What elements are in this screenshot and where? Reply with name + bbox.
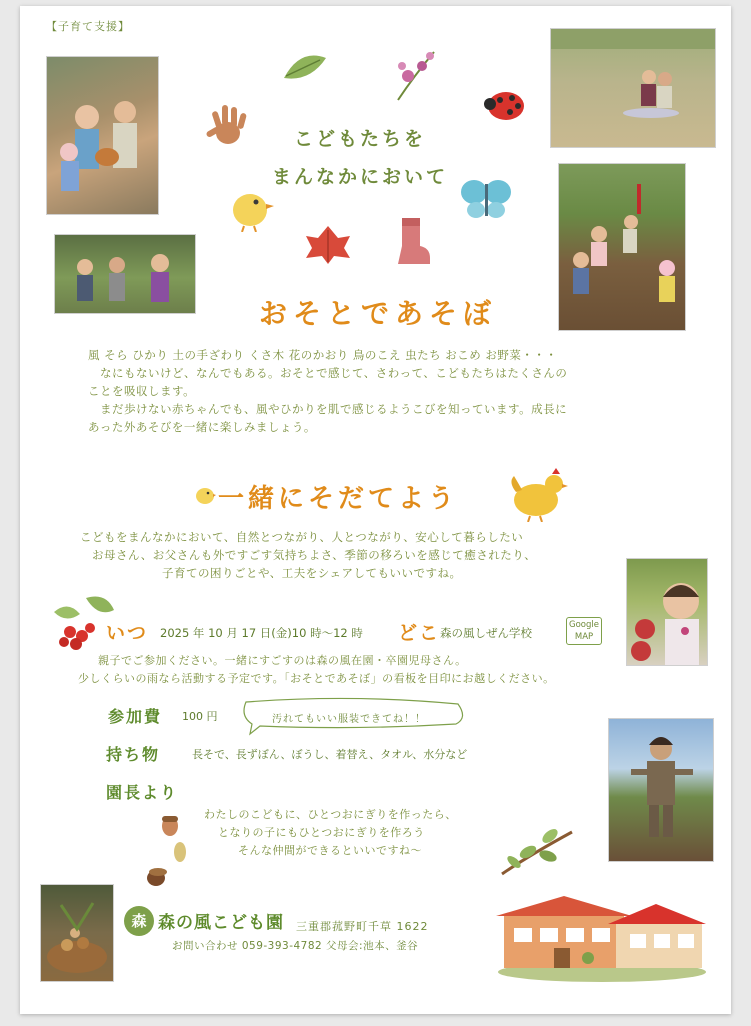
section1-line-4: まだ歩けない赤ちゃんでも、風やひかりを肌で感じるようこびを知っています。成長に bbox=[100, 402, 568, 416]
ladybug-illustration bbox=[482, 84, 528, 124]
section1-line-5: あった外あそびを一緒に楽しみましょう。 bbox=[88, 420, 316, 434]
logo-mark-text: 森 bbox=[131, 912, 147, 930]
school-building-illustration bbox=[496, 884, 708, 984]
section2-paragraph bbox=[80, 528, 640, 582]
where-label: どこ bbox=[398, 622, 441, 644]
section2-line-2: お母さん、お父さんも外ですごす気持ちよさ、季節の移ろいを感じて癒されたり、 bbox=[92, 548, 537, 562]
event-note-1: 親子でご参加ください。一緒にすごすのは森の風在園・卒園児母さん。 bbox=[98, 654, 467, 667]
handprint-illustration bbox=[202, 101, 250, 149]
google-map-label: Google MAP bbox=[569, 620, 599, 642]
fee-label: 参加費 bbox=[108, 707, 163, 726]
photo-nature-craft bbox=[40, 884, 114, 982]
org-name: 森の風こども園 bbox=[158, 913, 284, 933]
branch-illustration bbox=[498, 826, 576, 878]
org-address: 三重郡菰野町千草 1622 bbox=[296, 920, 429, 933]
director-label: 園長より bbox=[106, 783, 179, 802]
director-line-2: となりの子にもひとつおにぎりを作ろう bbox=[218, 826, 425, 839]
photo-children-on-hill bbox=[550, 28, 716, 148]
speech-bubble-text: 汚れてもいい服装できてね！！ bbox=[272, 714, 426, 725]
flyer-sheet bbox=[20, 6, 731, 1014]
items-value: 長そで、長ずぼん、ぼうし、着替え、タオル、水分など bbox=[192, 748, 468, 761]
section-title-raise-together: 一緒にそだてよう bbox=[218, 484, 459, 514]
section-title-play-outside: おそとであそぼ bbox=[258, 297, 497, 330]
photo-children-in-field bbox=[54, 234, 196, 314]
where-value: 森の風しぜん学校 bbox=[440, 626, 532, 640]
boot-illustration bbox=[394, 216, 432, 268]
headline-line-2: まんなかにおいて bbox=[271, 166, 448, 188]
hen-illustration bbox=[508, 466, 570, 522]
category-tag: 【子育て支援】 bbox=[46, 20, 130, 33]
photo-children-digging bbox=[558, 163, 686, 331]
when-label: いつ bbox=[106, 622, 149, 644]
event-note-2: 少しくらいの雨なら活動する予定です。「おそとであそぼ」の看板を目印にお越しください。 bbox=[78, 672, 555, 685]
section1-line-3: ことを吸収します。 bbox=[88, 384, 196, 398]
photo-children-with-chickens bbox=[46, 56, 159, 215]
section1-paragraph bbox=[88, 346, 688, 436]
section1-line-2: なにもないけど、なんでもある。おそとで感じて、さわって、こどもたちはたくさんの bbox=[100, 366, 568, 380]
autumn-leaf-illustration bbox=[304, 222, 352, 266]
when-value: 2025 年 10 月 17 日(金)10 時〜12 時 bbox=[160, 626, 363, 640]
items-label: 持ち物 bbox=[106, 745, 161, 764]
google-map-badge[interactable] bbox=[566, 617, 602, 645]
section2-line-1: こどもをまんなかにおいて、自然とつながり、人とつながり、安心して暮らしたい bbox=[80, 530, 524, 544]
org-logo-mark bbox=[124, 906, 154, 936]
section2-line-3: 子育ての困りごとや、工夫をシェアしてもいいですね。 bbox=[162, 566, 462, 580]
acorns-illustration bbox=[140, 812, 194, 890]
photo-muddy-child bbox=[608, 718, 714, 862]
leaf-illustration bbox=[280, 48, 330, 88]
director-line-3: そんな仲間ができるといいですね〜 bbox=[238, 844, 422, 857]
director-message bbox=[204, 806, 534, 860]
director-line-1: わたしのこどもに、ひとつおにぎりを作ったら、 bbox=[204, 808, 457, 821]
headline-line-1: こどもたちを bbox=[293, 128, 426, 150]
small-chick-icon bbox=[194, 484, 216, 506]
section1-line-1: 風 そら ひかり 土の手ざわり くさ木 花のかおり 鳥のこえ 虫たち おこめ お野菜・・・ bbox=[88, 348, 558, 362]
fee-value: 100 円 bbox=[182, 710, 218, 723]
chick-illustration bbox=[226, 182, 276, 232]
flower-sprig-illustration bbox=[388, 46, 440, 104]
contact-info: お問い合わせ 059-393-4782 父母会:池本、釜谷 bbox=[172, 940, 419, 952]
